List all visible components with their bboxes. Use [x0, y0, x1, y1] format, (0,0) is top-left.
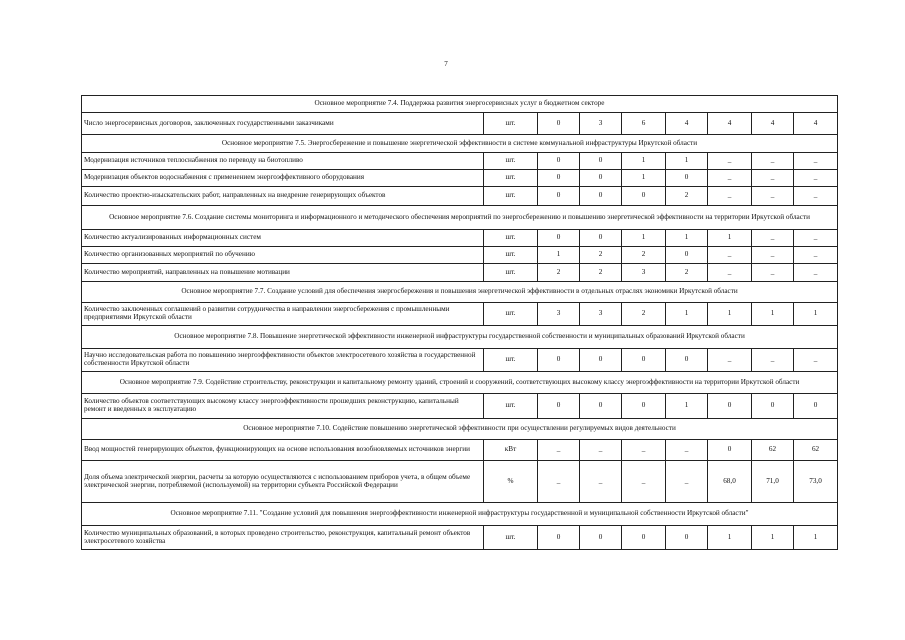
indicator-value: 0: [794, 394, 838, 419]
indicator-value: _: [708, 170, 752, 187]
indicator-name: Количество проектно-изыскательских работ, направленных на внедрение генерирующих объектов: [82, 187, 484, 206]
table-row: [82, 153, 838, 170]
indicator-value: _: [708, 187, 752, 206]
indicator-value: 0: [538, 170, 580, 187]
indicator-value: 4: [666, 113, 708, 135]
indicator-value: 3: [580, 113, 622, 135]
indicator-unit: шт.: [484, 170, 538, 187]
section-header: Основное мероприятие 7.4. Поддержка развития энергосервисных услуг в бюджетном секторе: [82, 96, 838, 113]
section-header-row: [82, 372, 838, 394]
indicator-value: 0: [622, 187, 666, 206]
indicator-value: _: [794, 264, 838, 282]
indicator-value: 2: [622, 247, 666, 264]
indicator-value: _: [622, 461, 666, 503]
indicator-value: 1: [622, 170, 666, 187]
indicator-unit: шт.: [484, 247, 538, 264]
indicator-unit: шт.: [484, 526, 538, 550]
section-header: Основное мероприятие 7.5. Энергосбережение и повышение энергетической эффективности в системе коммунальной инфраструктуры Иркутской области: [82, 135, 838, 153]
indicator-name: Доля объема электрической энергии, расчеты за которую осуществляются с использованием приборов учета, в общем объеме электрической энергии, потребляемой (используемой) на территории субъекта Российской Федерации: [82, 461, 484, 503]
indicator-value: 1: [752, 526, 794, 550]
indicator-value: 0: [622, 394, 666, 419]
indicator-name: Модернизация объектов водоснабжения с применением энергоэффективного оборудования: [82, 170, 484, 187]
indicator-value: 1: [794, 526, 838, 550]
table-row: [82, 230, 838, 247]
indicator-value: _: [794, 170, 838, 187]
indicator-value: _: [752, 247, 794, 264]
indicator-value: 2: [538, 264, 580, 282]
indicator-name: Модернизация источников теплоснабжения по переводу на биотопливо: [82, 153, 484, 170]
indicator-value: 0: [538, 349, 580, 372]
section-header-row: [82, 206, 838, 230]
indicator-unit: шт.: [484, 303, 538, 326]
indicator-value: 0: [538, 187, 580, 206]
indicator-value: 73,0: [794, 461, 838, 503]
indicator-value: 1: [708, 230, 752, 247]
indicator-value: 4: [708, 113, 752, 135]
indicator-unit: шт.: [484, 113, 538, 135]
indicator-name: Число энергосервисных договоров, заключенных государственными заказчиками: [82, 113, 484, 135]
table-row: [82, 113, 838, 135]
indicator-value: 1: [666, 230, 708, 247]
section-header-row: [82, 503, 838, 526]
indicator-value: _: [752, 264, 794, 282]
indicator-value: _: [752, 349, 794, 372]
indicator-name: Количество заключенных соглашений о развитии сотрудничества в направлении энергосбережения с промышленными предприятиями Иркутской области: [82, 303, 484, 326]
indicator-value: 0: [538, 230, 580, 247]
indicator-name: Количество муниципальных образований, в которых проведено строительство, реконструкция, капитальный ремонт объектов электросетевого хозяйства: [82, 526, 484, 550]
table-row: [82, 247, 838, 264]
indicator-value: 0: [580, 187, 622, 206]
section-header-row: [82, 96, 838, 113]
indicator-value: _: [538, 461, 580, 503]
indicator-name: Количество мероприятий, направленных на повышение мотивации: [82, 264, 484, 282]
indicator-unit: кВт: [484, 440, 538, 461]
indicator-value: 1: [666, 303, 708, 326]
indicator-value: _: [708, 349, 752, 372]
indicator-value: 0: [580, 349, 622, 372]
indicator-value: 4: [794, 113, 838, 135]
indicator-value: 2: [580, 264, 622, 282]
indicator-unit: шт.: [484, 187, 538, 206]
indicator-value: 1: [666, 153, 708, 170]
indicator-value: _: [580, 461, 622, 503]
indicator-value: 0: [708, 394, 752, 419]
indicator-value: 2: [622, 303, 666, 326]
indicator-value: 0: [666, 349, 708, 372]
indicator-value: 0: [622, 526, 666, 550]
table-row: [82, 187, 838, 206]
indicator-value: 2: [666, 187, 708, 206]
indicator-name: Количество организованных мероприятий по обучению: [82, 247, 484, 264]
indicators-table: [81, 95, 838, 550]
indicator-unit: шт.: [484, 349, 538, 372]
indicator-value: _: [794, 187, 838, 206]
indicator-value: 62: [752, 440, 794, 461]
indicator-value: 0: [580, 153, 622, 170]
table-row: [82, 394, 838, 419]
indicator-value: _: [580, 440, 622, 461]
indicator-value: 0: [666, 170, 708, 187]
indicator-value: 3: [622, 264, 666, 282]
indicator-value: 0: [666, 247, 708, 264]
indicator-value: 0: [580, 170, 622, 187]
section-header: Основное мероприятие 7.8. Повышение энергетической эффективности инженерной инфраструктуры государственной собственности и муниципальных образований Иркутской области: [82, 326, 838, 349]
indicator-value: 1: [622, 153, 666, 170]
indicator-value: 0: [580, 526, 622, 550]
indicator-unit: шт.: [484, 394, 538, 419]
indicator-value: 0: [538, 394, 580, 419]
indicator-value: _: [708, 153, 752, 170]
indicator-value: _: [538, 440, 580, 461]
section-header: Основное мероприятие 7.9. Содействие строительству, реконструкции и капитальному ремонту зданий, строений и сооружений, соответствующих высокому классу энергоэффективности на территории Иркутской области: [82, 372, 838, 394]
section-header: Основное мероприятие 7.11. "Создание условий для повышения энергоэффективности инженерной инфраструктуры государственной и муниципальной собственности Иркутской области": [82, 503, 838, 526]
indicator-value: 1: [666, 394, 708, 419]
indicator-value: _: [708, 247, 752, 264]
indicator-value: _: [794, 230, 838, 247]
table-row: [82, 440, 838, 461]
indicator-name: Количество объектов соответствующих высокому классу энергоэффективности прошедших реконструкцию, капитальный ремонт и введенных в эксплуатацию: [82, 394, 484, 419]
indicator-value: 3: [538, 303, 580, 326]
indicator-value: 0: [580, 394, 622, 419]
section-header-row: [82, 282, 838, 303]
indicator-value: _: [794, 349, 838, 372]
indicator-value: 3: [580, 303, 622, 326]
indicator-value: 0: [622, 349, 666, 372]
indicator-value: 2: [666, 264, 708, 282]
table-row: [82, 461, 838, 503]
indicator-value: _: [794, 153, 838, 170]
indicator-value: _: [708, 264, 752, 282]
section-header-row: [82, 419, 838, 440]
indicator-name: Научно исследовательская работа по повышению энергоэффективности объектов электросетевого хозяйства в государственной собственности Иркутской области: [82, 349, 484, 372]
section-header-row: [82, 135, 838, 153]
indicator-value: 6: [622, 113, 666, 135]
indicator-value: 1: [708, 526, 752, 550]
indicator-value: 0: [580, 230, 622, 247]
indicator-value: _: [666, 440, 708, 461]
indicator-value: 1: [794, 303, 838, 326]
table-row: [82, 264, 838, 282]
page-number: 7: [444, 60, 448, 68]
indicator-value: _: [752, 153, 794, 170]
indicator-value: _: [752, 187, 794, 206]
indicator-value: 1: [708, 303, 752, 326]
indicator-value: _: [666, 461, 708, 503]
indicator-value: 0: [752, 394, 794, 419]
section-header: Основное мероприятие 7.10. Содействие повышению энергетической эффективности при осуществлении регулируемых видов деятельности: [82, 419, 838, 440]
table-row: [82, 170, 838, 187]
indicator-value: 0: [538, 526, 580, 550]
indicator-value: _: [752, 170, 794, 187]
indicator-value: _: [752, 230, 794, 247]
indicator-unit: шт.: [484, 230, 538, 247]
section-header: Основное мероприятие 7.7. Создание условий для обеспечения энергосбережения и повышения энергетической эффективности в отдельных отраслях экономики Иркутской области: [82, 282, 838, 303]
indicator-value: 0: [538, 153, 580, 170]
indicator-value: 1: [538, 247, 580, 264]
indicator-unit: шт.: [484, 153, 538, 170]
indicator-value: 4: [752, 113, 794, 135]
indicator-value: 0: [666, 526, 708, 550]
indicator-value: 1: [752, 303, 794, 326]
section-header: Основное мероприятие 7.6. Создание системы мониторинга и информационного и методического обеспечения мероприятий по энергосбережению и повышению энергетической эффективности на территории Иркутской области: [82, 206, 838, 230]
indicator-value: 2: [580, 247, 622, 264]
table-row: [82, 349, 838, 372]
indicator-value: 71,0: [752, 461, 794, 503]
indicator-value: 0: [538, 113, 580, 135]
indicator-value: 1: [622, 230, 666, 247]
indicator-value: _: [622, 440, 666, 461]
table-row: [82, 526, 838, 550]
indicator-name: Ввод мощностей генерирующих объектов, функционирующих на основе использования возобновляемых источников энергии: [82, 440, 484, 461]
indicator-unit: шт.: [484, 264, 538, 282]
indicator-unit: %: [484, 461, 538, 503]
indicator-value: 0: [708, 440, 752, 461]
section-header-row: [82, 326, 838, 349]
indicator-name: Количество актуализированных информационных систем: [82, 230, 484, 247]
indicator-value: 68,0: [708, 461, 752, 503]
indicator-value: 62: [794, 440, 838, 461]
table-row: [82, 303, 838, 326]
indicator-value: _: [794, 247, 838, 264]
